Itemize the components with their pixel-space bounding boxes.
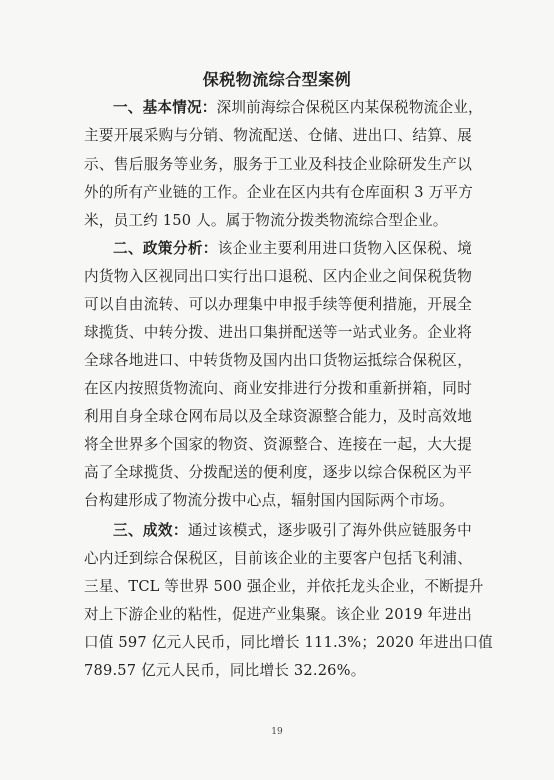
section2-line-6: 在区内按照货物流向、商业安排进行分拨和重新拼箱，同时 (84, 380, 472, 397)
section2-line-5: 全球各地进口、中转货物及国内出口货物运抵综合保税区， (84, 352, 472, 369)
section2-line-2: 内货物入区视同出口实行出口退税、区内企业之间保税货物 (84, 268, 472, 285)
section3-text-1: 通过该模式，逐步吸引了海外供应链服务中 (187, 522, 472, 539)
section1-text-1: 深圳前海综合保税区内某保税物流企业， (216, 99, 483, 116)
section2-line-4: 球揽货、中转分拨、进出口集拼配送等一站式业务。企业将 (84, 324, 472, 341)
section3-line-5: 口值 597 亿元人民币，同比增长 111.3%；2020 年进出口值 (84, 634, 493, 651)
section3-line-4: 对上下游企业的粘性，促进产业集聚。该企业 2019 年进出 (84, 606, 472, 623)
section3-line-1 (113, 524, 472, 539)
section1-line-1 (113, 99, 483, 116)
section2-line-1 (113, 242, 472, 257)
section2-heading: 二、政策分析： (113, 240, 218, 257)
section1-line-2: 主要开展采购与分销、物流配送、仓储、进出口、结算、展 (84, 127, 472, 144)
section1-line-3: 示、售后服务等业务，服务于工业及科技企业除研发生产以 (84, 156, 472, 173)
page-number: 19 (271, 727, 283, 737)
section1-line-4: 外的所有产业链的工作。企业在区内共有仓库面积 3 万平方 (84, 184, 474, 201)
section3-line-6: 789.57 亿元人民币，同比增长 32.26%。 (84, 662, 366, 679)
section2-line-10: 台构建形成了物流分拨中心点，辐射国内国际两个市场。 (84, 492, 454, 509)
section3-heading: 三、成效： (113, 522, 188, 539)
section2-line-3: 可以自由流转、可以办理集中申报手续等便利措施，开展全 (84, 296, 472, 313)
section3-line-2: 心内迁到综合保税区，目前该企业的主要客户包括飞利浦、 (84, 550, 472, 567)
page-title: 保税物流综合型案例 (202, 70, 352, 89)
section2-line-8: 将全世界多个国家的物资、资源整合、连接在一起，大大提 (84, 436, 472, 453)
section2-line-9: 高了全球揽货、分拨配送的便利度，逐步以综合保税区为平 (84, 464, 472, 481)
section2-line-7: 利用自身全球仓网布局以及全球资源整合能力，及时高效地 (84, 408, 472, 425)
section1-line-5: 米，员工约 150 人。属于物流分拨类物流综合型企业。 (84, 212, 448, 229)
section1-heading: 一、基本情况： (113, 99, 217, 116)
section3-line-3: 三星、TCL 等世界 500 强企业，并依托龙头企业，不断提升 (84, 578, 484, 595)
section2-text-1: 该企业主要利用进口货物入区保税、境 (217, 240, 473, 257)
